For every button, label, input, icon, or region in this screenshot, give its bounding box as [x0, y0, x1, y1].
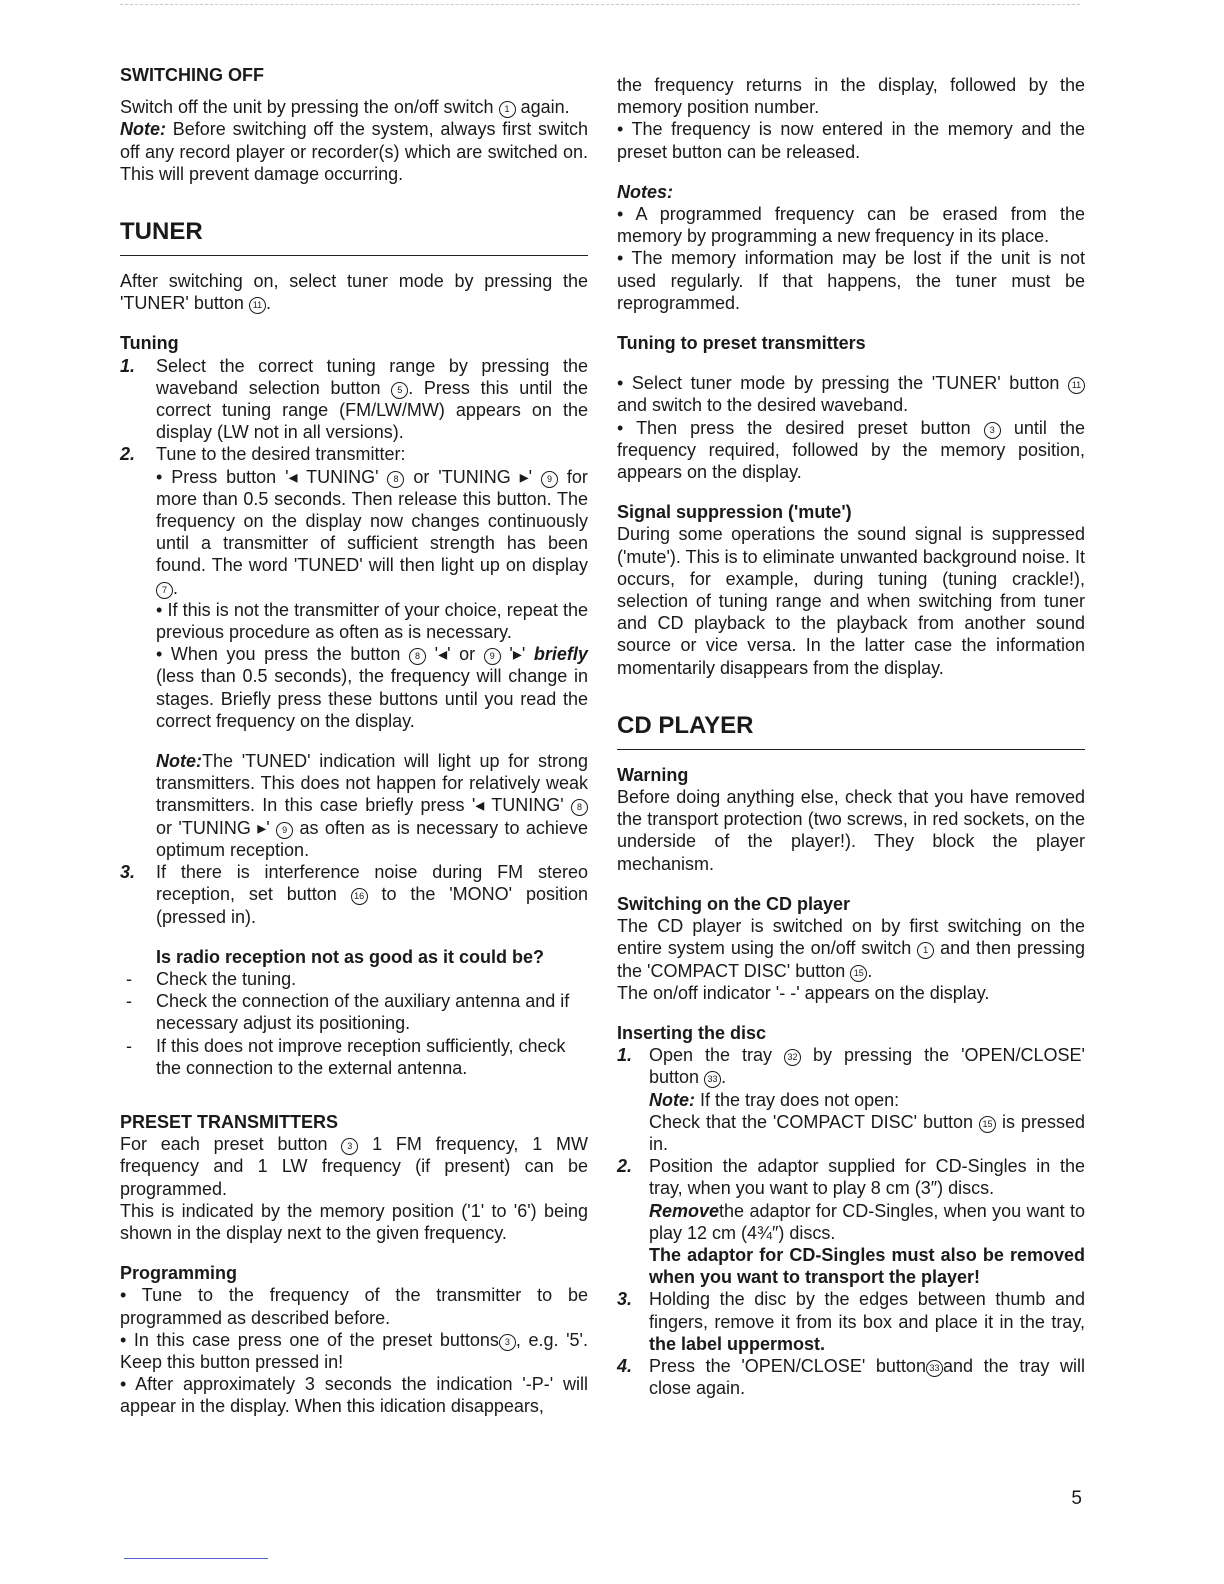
cd-player-rule	[617, 749, 1085, 750]
reception-question: Is radio reception not as good as it could be?	[156, 946, 545, 967]
switching-off-paragraph: Switch off the unit by pressing the on/off switch 1 again. Note: Before switching off the system, always first switch off any record player or recorder(s) which are switched on. This will prevent damage occurring.	[120, 97, 588, 184]
tuner-rule	[120, 255, 588, 256]
ref-1-marker: 1	[499, 101, 516, 118]
tuned-note: Note:The 'TUNED' indication will light up for strong transmitters. This does not happen for relatively weak transmitters. In this case briefly press '◂ TUNING' 8 or 'TUNING ▸' 9 as often as is necessary to achieve optimum reception.	[156, 751, 588, 860]
preset-heading: PRESET TRANSMITTERS	[120, 1111, 339, 1132]
ref-16-marker: 16	[351, 888, 368, 905]
ref-11-marker: 11	[249, 297, 266, 314]
insert-steps	[617, 1044, 1085, 1399]
switching-on-cd-heading: Switching on the CD player	[617, 893, 851, 914]
check-item: - Check the connection of the auxiliary antenna and if necessary adjust its positioning.	[120, 990, 588, 1034]
note-label: Note:	[120, 119, 166, 140]
tuning-preset-heading: Tuning to preset transmitters	[617, 333, 866, 354]
right-column: the frequency returns in the display, followed by the memory position number. • The frequency is now entered in the memory and the preset button can be released. Notes: • A programmed frequency can be erased from the memory by programming a new frequency in its place. • The memory information may be lost if the unit is not used regularly. If that happens, the tuner must be reprogrammed. Tuning to preset transmitters • Select tuner mode by pressing the 'TUNER' button 11 and switch to the desired waveband. • Then press the desired preset button 3 until the frequency required, followed by the memory position, appears on the display. Signal suppression ('mute') During some operations the sound signal is suppressed ('mute'). This is to eliminate unwanted background noise. It occurs, for example, during tuning (tuning crackle!), selection of tuning range and when switching from tuner and CD playback to the playback from another sound source or vice versa. In the latter case the information momentarily disappears from the display. CD PLAYER Warning Before doing anything else, check that you have removed the transport protection (two screws, in red sockets, on the underside of the player!). They block the player mechanism. Switching on the CD player The CD player is switched on by first switching on the entire system using the on/off switch 1 and then pressing the 'COMPACT DISC' button 15 . The on/off indicator '- -' appears on the display. Inserting the disc 1. Open the tray 32 by pressing the 'OPEN/CLOSE' button 33 . Note: If the tray does not open: Check that the 'COMPACT DISC' button 15 is pressed in. 2. Position the adaptor supplied for CD-Singles in the tray, when you want to play 8 cm (3″) discs. Removethe adaptor for CD-Singles, when you want to play 12 cm (4¾″) discs. The adaptor for CD-Singles must also be removed when you want to transport the player! 3. Holding the disc by the edges between thumb and fingers, remove it from its box and place it in the tray, the label uppermost. 4. Press the 'OPEN/CLOSE' button 33 and the tray will close again.	[617, 75, 1085, 1399]
ref-8-marker: 8	[387, 471, 404, 488]
ref-32-marker: 32	[784, 1049, 801, 1066]
insert-step-1: 1. Open the tray 32 by pressing the 'OPEN/CLOSE' button 33 . Note: If the tray does not open: Check that the 'COMPACT DISC' button 15 is pressed in.	[617, 1045, 1085, 1154]
ref-33-marker: 33	[704, 1071, 721, 1088]
page-number: 5	[1071, 1488, 1082, 1509]
ref-3-marker: 3	[341, 1138, 358, 1155]
tuning-step-3: 3. If there is interference noise during FM stereo reception, set button 16 to the 'MONO' position (pressed in). Is radio reception not as good as it could be?	[120, 862, 588, 967]
tuning-steps	[120, 355, 588, 968]
tuning-heading: Tuning	[120, 333, 179, 354]
programming-heading: Programming	[120, 1263, 238, 1284]
tuning-step-1: 1. Select the correct tuning range by pressing the waveband selection button 5 . Press this until the correct tuning range (FM/LW/MW) appears on the display (LW not in all versions).	[120, 355, 588, 443]
tuner-section	[120, 217, 588, 1079]
check-item: - Check the tuning.	[120, 968, 588, 990]
ref-5-marker: 5	[391, 382, 408, 399]
scan-artifact-bottom-line	[124, 1558, 268, 1559]
notes-label: Notes:	[617, 181, 674, 202]
cd-player-section: CD PLAYER Warning Before doing anything else, check that you have removed the transport protection (two screws, in red sockets, on the underside of the player!). They block the player mechanism. Switching on the CD player The CD player is switched on by first switching on the entire system using the on/off switch 1 and then pressing the 'COMPACT DISC' button 15 . The on/off indicator '- -' appears on the display. Inserting the disc 1. Open the tray 32 by pressing the 'OPEN/CLOSE' button 33 . Note: If the tray does not open: Check that the 'COMPACT DISC' button 15 is pressed in. 2. Position the adaptor supplied for CD-Singles in the tray, when you want to play 8 cm (3″) discs. Removethe adaptor for CD-Singles, when you want to play 12 cm (4¾″) discs. The adaptor for CD-Singles must also be removed when you want to transport the player! 3. Holding the disc by the edges between thumb and fingers, remove it from its box and place it in the tray, the label uppermost. 4. Press the 'OPEN/CLOSE' button 33 and the tray will close again.	[617, 711, 1085, 1399]
inserting-disc-heading: Inserting the disc	[617, 1022, 767, 1043]
left-column	[120, 64, 588, 1418]
switching-off-section	[120, 64, 588, 185]
ref-15-marker: 15	[850, 965, 867, 982]
insert-step-4: 4. Press the 'OPEN/CLOSE' button 33 and the tray will close again.	[617, 1355, 1085, 1399]
warning-heading: Warning	[617, 764, 689, 785]
reception-checklist	[120, 968, 588, 1079]
insert-step-3: 3. Holding the disc by the edges between thumb and fingers, remove it from its box and place it in the tray, the label uppermost.	[617, 1289, 1085, 1354]
insert-step-2: 2. Position the adaptor supplied for CD-Singles in the tray, when you want to play 8 cm (3″) discs. Removethe adaptor for CD-Singles, when you want to play 12 cm (4¾″) discs. The adaptor for CD-Singles must also be removed when you want to transport the player!	[617, 1156, 1085, 1288]
cd-player-heading: CD PLAYER	[617, 711, 754, 739]
tuning-step-2: 2. Tune to the desired transmitter: • Press button '◂ TUNING' 8 or 'TUNING ▸' 9 for more than 0.5 seconds. Then release this button. The frequency on the display now changes continuously until a transmitter of sufficient strength has been found. The word 'TUNED' will then light up on display 7 . • If this is not the transmitter of your choice, repeat the previous procedure as often as is necessary. • When you press the button 8 '◂' or 9 '▸' briefly (less than 0.5 seconds), the frequency will change in stages. Briefly press these buttons until you read the correct frequency on the display. Note:The 'TUNED' indication will light up for strong transmitters. This does not happen for relatively weak transmitters. In this case briefly press '◂ TUNING' 8 or 'TUNING ▸' 9 as often as is necessary to achieve optimum reception.	[120, 444, 588, 860]
tuner-intro: After switching on, select tuner mode by pressing the 'TUNER' button 11 .	[120, 271, 588, 314]
tuner-heading: TUNER	[120, 218, 203, 246]
ref-9-marker: 9	[541, 471, 558, 488]
scan-artifact-top	[120, 4, 1080, 11]
signal-suppression-heading: Signal suppression ('mute')	[617, 502, 852, 523]
switching-off-heading: SWITCHING OFF	[120, 65, 264, 85]
signal-suppression-text: During some operations the sound signal is suppressed ('mute'). This is to eliminate unwanted background noise. It occurs, for example, during tuning (tuning crackle!), selection of tuning range and when switching from tuner and CD playback to the playback from another sound source or vice versa. In the latter case the information momentarily disappears from the display.	[617, 524, 1085, 678]
check-item: - If this does not improve reception sufficiently, check the connection to the external antenna.	[120, 1035, 588, 1079]
ref-7-marker: 7	[156, 582, 173, 599]
preset-transmitters-section: PRESET TRANSMITTERS For each preset button 3 1 FM frequency, 1 MW frequency and 1 LW frequency (if present) can be programmed. This is indicated by the memory position ('1' to '6') being shown in the display next to the given frequency. Programming • Tune to the frequency of the transmitter to be programmed as described before. • In this case press one of the preset buttons 3 , e.g. '5'. Keep this button pressed in! • After approximately 3 seconds the indication '-P-' will appear in the display. When this idication disappears,	[120, 1111, 588, 1417]
